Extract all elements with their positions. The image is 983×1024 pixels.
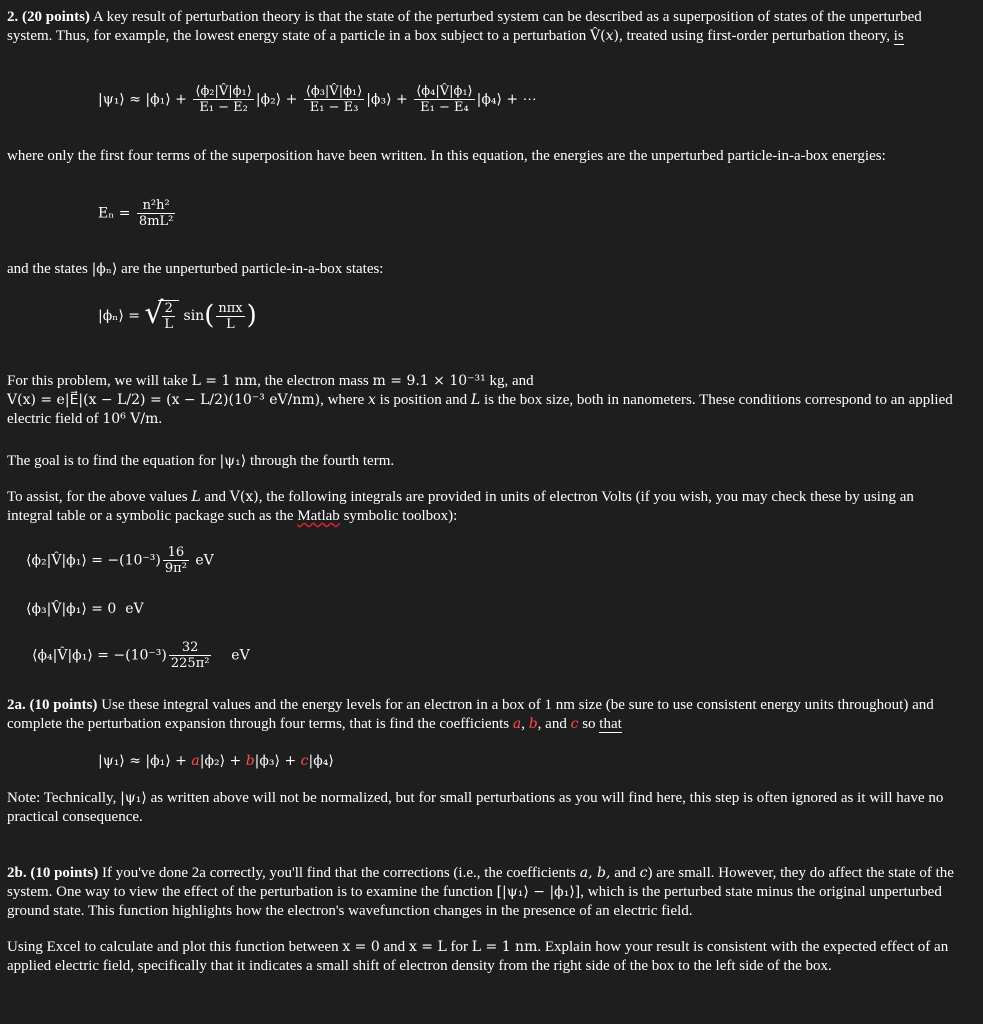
L-variable: L [470, 392, 481, 408]
sin-arg-numerator: nπx [218, 300, 243, 316]
part-2b-coeffs: a, b, [579, 865, 611, 881]
part-2a-and: , and [537, 716, 571, 732]
term3-ket: |ϕ₃⟩ + [366, 91, 408, 108]
problem-label: 2. (20 points) [7, 9, 90, 25]
sqrt-fraction [162, 301, 175, 332]
integral-2-1 [26, 545, 214, 576]
part-2b-text-2: ) are small. However, they do affect the state of the system. One way to view the effect of the perturbation is to examine the function [7, 865, 954, 900]
sin-function: sin [183, 308, 205, 324]
part-2a-so: so [578, 716, 600, 732]
intro-is: is [893, 28, 904, 44]
intro-text: A key result of perturbation theory is that the state of the perturbed system can be described as a superposition of states of the unperturbed system. Thus, for example, the lowest energy state of a particle in a box subject to a perturbation [7, 9, 922, 44]
where-paragraph: where only the first four terms of the superposition have been written. In this equation, the energies are the unperturbed particle-in-a-box energies: [7, 148, 886, 164]
states-paragraph [7, 260, 957, 279]
psi1-term: |ψ₁⟩ ≈ |ϕ₁⟩ + [98, 91, 187, 108]
goal-paragraph [7, 452, 957, 471]
excel-text-1: Using Excel to calculate and plot this function between [7, 939, 343, 955]
x-L: x = L [408, 939, 447, 955]
eq2a-ket3: |ϕ₃⟩ + [254, 753, 301, 769]
part-2a-label: 2a. (10 points) [7, 697, 98, 713]
assist-V: V(x) [229, 489, 259, 505]
integral-2-1-unit: eV [195, 552, 214, 569]
eq2a-ket4: |ϕ₄⟩ [308, 753, 334, 769]
integral-3-1 [26, 600, 144, 619]
left-paren: ( [204, 300, 215, 331]
term4-numerator: ⟨ϕ₄|V̂|ϕ₁⟩ [416, 84, 473, 99]
state-equation [98, 296, 257, 332]
note-ket: |ψ₁⟩ [120, 790, 147, 806]
radical-sign: √ [144, 296, 164, 331]
integral-2-1-denominator: 9π² [164, 561, 187, 576]
note-paragraph [7, 789, 957, 827]
coeff-c: c [570, 716, 579, 732]
eq2a-coeff-c: c [300, 753, 309, 769]
part-2a-sep-1: , [521, 716, 529, 732]
assist-text-1: To assist, for the above values [7, 489, 192, 505]
setup-text-1: For this problem, we will take [7, 373, 192, 389]
state-lhs: |ϕₙ⟩ = [98, 308, 140, 324]
integral-2-1-numerator: 16 [167, 545, 185, 560]
setup-text-4: , where [320, 392, 368, 408]
integral-4-1 [32, 640, 250, 671]
assist-paragraph [7, 488, 957, 526]
integral-3-1-unit: eV [125, 601, 144, 617]
term3-fraction [304, 84, 364, 115]
part-2b-text-1: If you've done 2a correctly, you'll find that the corrections (i.e., the coefficients [98, 865, 580, 881]
matlab-word: Matlab [297, 508, 340, 524]
x-zero: x = 0 [342, 939, 380, 955]
part-2a-paragraph [7, 696, 957, 734]
note-text-1: Note: Technically, [7, 790, 121, 806]
sqrt-expression [144, 296, 179, 332]
expansion-2a-equation [98, 752, 334, 771]
sin-arg-denominator: L [216, 316, 244, 332]
energy-denominator: 8mL² [138, 214, 174, 229]
eq2a-ket2: |ϕ₂⟩ + [199, 753, 246, 769]
energy-equation [98, 198, 177, 229]
setup-text-5: is position and [375, 392, 471, 408]
eq2a-coeff-b: b [245, 753, 255, 769]
right-paren: ) [246, 300, 257, 331]
assist-text-3: symbolic toolbox): [339, 508, 458, 524]
integral-4-1-numerator: 32 [181, 640, 199, 655]
integral-2-1-fraction [163, 545, 189, 576]
intro-paragraph [7, 8, 957, 46]
states-text: and the states [7, 261, 92, 277]
excel-and: and [379, 939, 409, 955]
L-one-nm: L = 1 nm [471, 939, 538, 955]
part-2b-paragraph [7, 864, 957, 921]
sqrt-numerator: 2 [164, 301, 173, 316]
assist-and: and [200, 489, 230, 505]
setup-text-2: , the electron mass [257, 373, 373, 389]
eq2a-lhs: |ψ₁⟩ ≈ |ϕ₁⟩ + [98, 753, 192, 769]
part-2b-label: 2b. (10 points) [7, 865, 99, 881]
term4-fraction [414, 84, 474, 115]
part-2b-and: and [610, 865, 640, 881]
excel-paragraph [7, 938, 957, 976]
integral-4-1-fraction [169, 640, 212, 671]
term2-numerator: ⟨ϕ₂|V̂|ϕ₁⟩ [195, 84, 252, 99]
integral-2-1-lhs: ⟨ϕ₂|V̂|ϕ₁⟩ = −(10⁻³) [26, 552, 161, 569]
setup-text-6: is the box size, both in nanometers. These conditions correspond to an applied electric field of [7, 392, 953, 427]
term2-fraction [193, 84, 253, 115]
energy-fraction [137, 198, 175, 229]
note-text-2: as written above will not be normalized, but for small perturbations as you will find here, this step is often ignored as it will have no practical consequence. [7, 790, 944, 825]
integral-4-1-unit: eV [231, 647, 250, 664]
term3-denominator: E₁ − E₃ [304, 99, 364, 115]
integral-4-1-lhs: ⟨ϕ₄|V̂|ϕ₁⟩ = −(10⁻³) [32, 647, 167, 664]
part-2a-that: that [599, 716, 622, 732]
coeff-a: a [512, 716, 522, 732]
part-2b-text-3: , which is the perturbed state minus the original unperturbed ground state. This function highlights how the electron's wavefunction changes in the presence of an electric field. [7, 884, 942, 919]
goal-text-2: through the fourth term. [246, 453, 395, 469]
integral-4-1-denominator: 225π² [170, 656, 210, 671]
goal-text: The goal is to find the equation for [7, 453, 220, 469]
setup-end: . [158, 411, 163, 427]
goal-ket: |ψ₁⟩ [219, 453, 247, 469]
part-2a-text: Use these integral values and the energy levels for an electron in a box of 1 nm size (be sure to use consistent energy units throughout) and complete the perturbation expansion through four terms, that is find the coefficients [7, 697, 934, 732]
term4-ket: |ϕ₄⟩ + ⋯ [476, 91, 537, 108]
term4-denominator: E₁ − E₄ [414, 99, 474, 115]
states-ket: |ϕₙ⟩ [91, 261, 118, 277]
coeff-b: b [528, 716, 538, 732]
potential-definition: V(x) = e|E⃗|(x − L/2) = (x − L/2)(10⁻³ eV/nm) [7, 392, 321, 408]
field-value: 10⁶ V/m [102, 411, 159, 427]
term3-numerator: ⟨ϕ₃|V̂|ϕ₁⟩ [305, 84, 363, 99]
excel-text-2: . Explain how your result is consistent with the expected effect of an applied electric field, specifically that it indicates a small shift of electron density from the right side of the box to the left side of the box. [7, 939, 949, 974]
sqrt-denominator: L [164, 317, 174, 332]
electron-mass-value: m = 9.1 × 10⁻³¹ [372, 373, 486, 389]
perturbation-expansion-equation [98, 84, 537, 115]
sin-arg-fraction [216, 301, 244, 332]
excel-for: for [446, 939, 472, 955]
part-2b-c: c [639, 865, 648, 881]
energy-numerator: n²h² [142, 198, 170, 213]
intro-text-2: , treated using first-order perturbation theory, [618, 28, 894, 44]
problem-setup-paragraph [7, 372, 957, 429]
eq2a-coeff-a: a [191, 753, 200, 769]
integral-3-1-lhs: ⟨ϕ₃|V̂|ϕ₁⟩ = 0 [26, 601, 117, 617]
perturbation-symbol: V̂(x) [590, 28, 619, 44]
box-length-value: L = 1 nm [191, 373, 258, 389]
term2-ket: |ϕ₂⟩ + [255, 91, 298, 108]
assist-text-2: , the following integrals are provided in units of electron Volts (if you wish, you may check these by using an integral table or a symbolic package such as the [7, 489, 914, 524]
difference-function: [|ψ₁⟩ − |ϕ₁⟩] [496, 884, 581, 900]
assist-L: L [191, 489, 201, 505]
term2-denominator: E₁ − E₂ [193, 99, 253, 115]
states-text-2: are the unperturbed particle-in-a-box states: [117, 261, 384, 277]
setup-text-3: kg, and [485, 373, 534, 389]
x-variable: x [368, 392, 376, 408]
energy-lhs: Eₙ = [98, 205, 131, 222]
